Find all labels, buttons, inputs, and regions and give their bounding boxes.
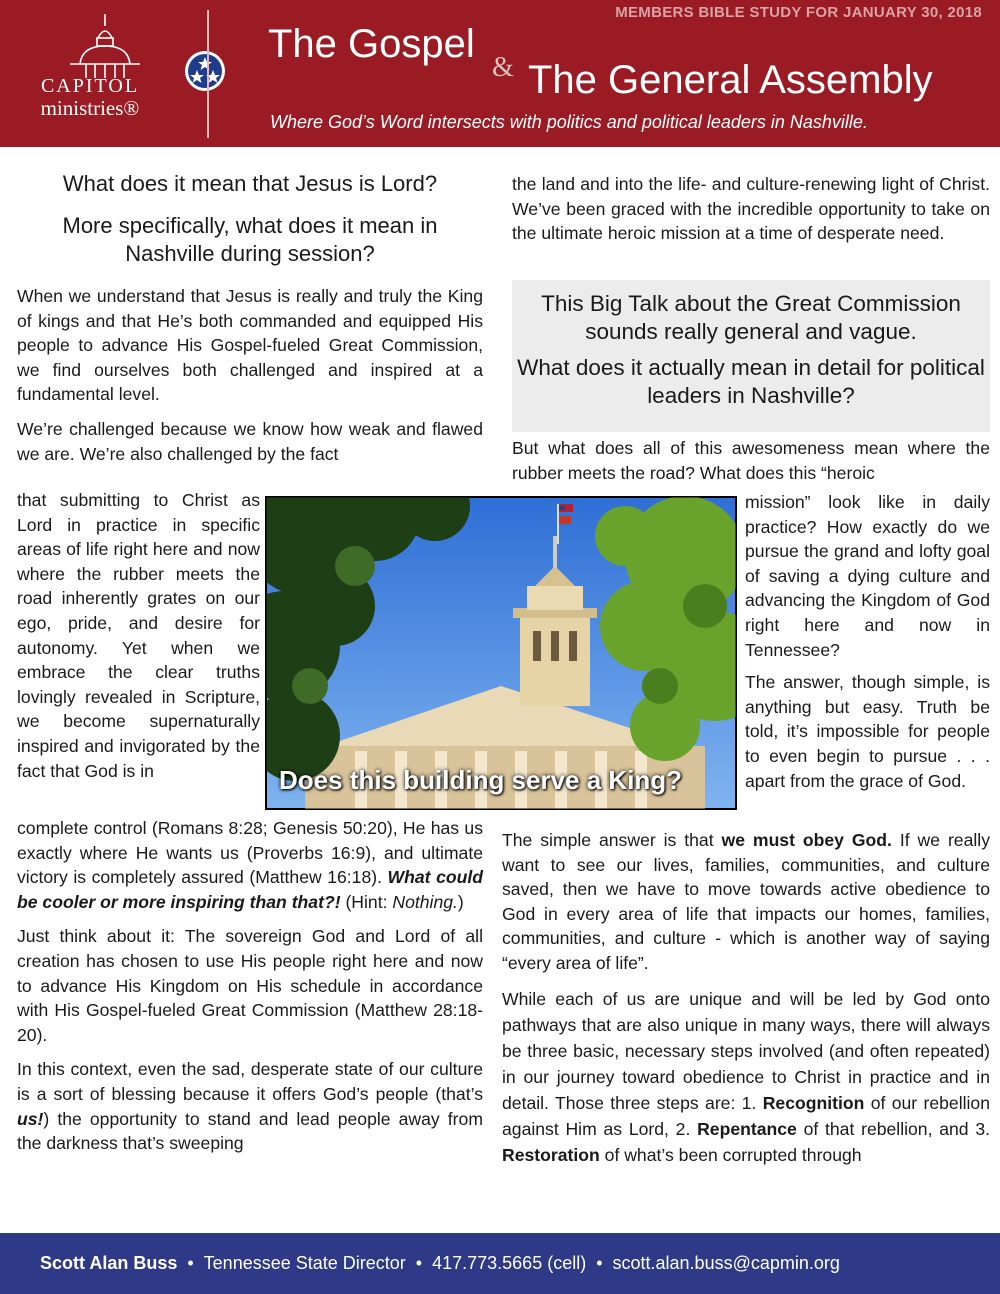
- logo-line2: ministries®: [40, 96, 140, 120]
- capitol-photo: [265, 496, 737, 810]
- contact-email[interactable]: scott.alan.buss@capmin.org: [612, 1253, 840, 1273]
- contact-phone[interactable]: 417.773.5665 (cell): [432, 1253, 587, 1273]
- tennessee-tristar-icon: [184, 50, 226, 92]
- right-column-top: the land and into the life- and culture-renewing light of Christ. We’ve been graced with the incredible opportunity to take on the ultimate heroic mission at a time of desperate need.: [512, 174, 990, 244]
- paragraph-answer: The answer, though simple, is anything but easy. Truth be told, it’s impossible for people to even begin to pursue . . . apart from the grace of God.: [745, 672, 990, 791]
- logo: [20, 76, 160, 119]
- paragraph-challenged-top: We’re challenged because we know how weak and flawed we are. We’re also challenged by the fact: [17, 418, 483, 464]
- control-text: complete control (Romans 8:28; Genesis 50:20), He has us exactly where He wants us (Proverbs 16:9), and ultimate victory is completely assured (Matthew 16:18).: [17, 818, 483, 888]
- right-column-bottom: [502, 828, 990, 1178]
- photo-caption: Does this building serve a King?: [279, 765, 683, 795]
- heading-jesus-lord: What does it mean that Jesus is Lord?: [62, 171, 438, 196]
- step-restoration: Restoration: [502, 1144, 600, 1165]
- hint-word: Nothing.: [392, 891, 458, 912]
- footer-contact-bar: [0, 1233, 1000, 1294]
- hint-post: ): [457, 891, 464, 912]
- right-wrap: [745, 490, 990, 803]
- steps-b: of our rebellion against Him as Lord, 2.: [502, 1092, 991, 1139]
- steps-d: of what’s been corrupted through: [604, 1144, 862, 1165]
- paragraph-think: Just think about it: The sovereign God and Lord of all creation has chosen to use His people right here and now to advance His Kingdom on His schedule in accordance with His Gospel-fueled Great Commission (Matthew 28:18-20).: [17, 926, 483, 1045]
- capitol-dome-icon: [50, 12, 160, 82]
- title-ampersand: &: [492, 52, 514, 83]
- callout-line2: What does it actually mean in detail for political leaders in Nashville?: [517, 355, 985, 408]
- obey-pre: The simple answer is that: [502, 830, 714, 850]
- steps-c: of that rebellion, and 3.: [803, 1118, 990, 1139]
- tagline: Where God’s Word intersects with politics and political leaders in Nashville.: [270, 112, 868, 132]
- callout-box: [512, 280, 990, 432]
- logo-line1: CAPITOL: [40, 75, 140, 97]
- capitol-building-image: [265, 496, 737, 810]
- header-banner: [0, 0, 1000, 147]
- paragraph-heroic: mission” look like in daily practice? How exactly do we pursue the grand and lofty goal of saving a dying culture and advancing the Kingdom of God right here and now in Tennessee?: [745, 492, 990, 660]
- issue-date: MEMBERS BIBLE STUDY FOR JANUARY 30, 2018: [615, 4, 982, 21]
- obey-bold: we must obey God.: [721, 830, 892, 850]
- contact-name: Scott Alan Buss: [40, 1253, 178, 1273]
- steps-a: While each of us are unique and will be led by God onto pathways that are also unique in many ways, there will always be three basic, necessary steps involved (and often repeated) in our journey toward obedience to Christ in practice and in detail. Those three steps are: 1.: [502, 988, 990, 1113]
- left-wrap-paragraph: that submitting to Christ as Lord in practice in specific areas of life right here and now where the rubber meets the road inherently grates on our ego, pride, and desire for autonomy. Yet when we embrace the clear truths lovingly revealed in Scripture, we become supernaturally inspired and invigorated by the fact that God is in: [17, 490, 260, 781]
- paragraph-context: [17, 1057, 483, 1155]
- left-column-bottom: [17, 816, 483, 1166]
- step-recognition: Recognition: [762, 1092, 865, 1113]
- paragraph-understand: When we understand that Jesus is really and truly the King of kings and that He’s both commanded and equipped His people to advance His Gospel-fueled Great Commission, we find ourselves both challenged and inspired at a fundamental level.: [17, 286, 483, 405]
- cooler-question: What could be cooler or more inspiring than that?!: [17, 867, 483, 912]
- heading-nashville-session: More specifically, what does it mean in Nashville during session?: [62, 213, 438, 266]
- paragraph-obey: [502, 828, 990, 976]
- callout-line1: This Big Talk about the Great Commission sounds really general and vague.: [541, 291, 961, 344]
- paragraph-steps: [502, 986, 990, 1168]
- obey-post: If we really want to see our lives, families, communities, and culture saved, then we have to move towards active obedience to God in every area of life that impacts our homes, families, communities, and culture - which is another way of saying “every area of life”.: [502, 830, 990, 973]
- header-divider: [207, 10, 209, 138]
- title-part1: The Gospel: [268, 22, 475, 66]
- context-us: us!: [17, 1108, 44, 1129]
- context-post: ) the opportunity to stand and lead people away from the darkness that’s sweeping: [17, 1108, 483, 1154]
- paragraph-awesomeness-top: But what does all of this awesomeness mean where the rubber meets the road? What does this “heroic: [512, 438, 990, 483]
- hint-pre: (Hint:: [345, 891, 388, 912]
- context-pre: In this context, even the sad, desperate state of our culture is a sort of blessing because it offers God’s people (that’s: [17, 1059, 483, 1104]
- separator-3: •: [596, 1253, 603, 1273]
- left-column-top: [17, 170, 483, 466]
- separator-2: •: [415, 1253, 423, 1273]
- separator-1: •: [187, 1253, 194, 1273]
- paragraph-control: [17, 816, 483, 914]
- contact-role: Tennessee State Director: [203, 1253, 406, 1273]
- title-part2: The General Assembly: [528, 58, 933, 102]
- step-repentance: Repentance: [697, 1118, 797, 1139]
